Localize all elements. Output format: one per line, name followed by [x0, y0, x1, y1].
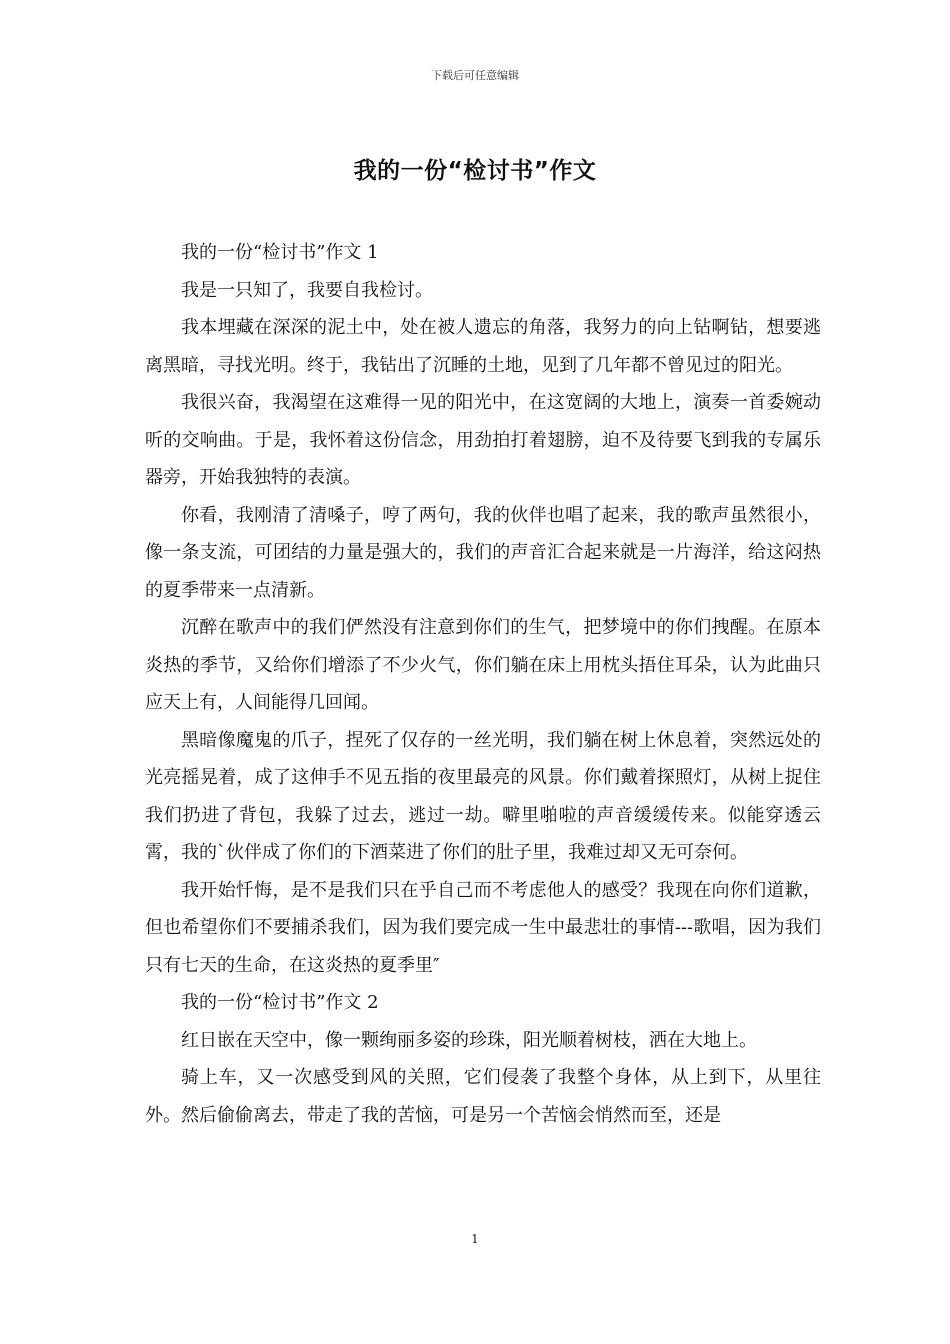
paragraph-section-heading-2: 我的一份“检讨书”作文 2 — [181, 992, 379, 1013]
paragraph: 我是一只知了，我要自我检讨。 — [181, 279, 433, 301]
page-header-note: 下载后可任意编辑 — [431, 69, 519, 82]
page-number: 1 — [471, 1232, 479, 1246]
paragraph: 沉醉在歌声中的我们俨然没有注意到你们的生气，把梦境中的你们拽醒。在原本炎热的季节，又给你们增添了不少火气，你们躺在床上用枕头捂住耳朵，认为此曲只应天上有，人间能得几回闻。 — [145, 617, 821, 713]
paragraph: 骑上车，又一次感受到风的关照，它们侵袭了我整个身体，从上到下，从里往外。然后偷偷离去，带走了我的苦恼，可是另一个苦恼会悄然而至，还是 — [145, 1067, 821, 1126]
paragraph: 我很兴奋，我渴望在这难得一见的阳光中，在这宽阔的大地上，演奏一首委婉动听的交响曲。于是，我怀着这份信念，用劲拍打着翅膀，迫不及待要飞到我的专属乐器旁，开始我独特的表演。 — [145, 392, 821, 488]
paragraph: 我本埋藏在深深的泥土中，处在被人遗忘的角落，我努力的向上钻啊钻，想要逃离黑暗，寻找光明。终于，我钻出了沉睡的土地，见到了几年都不曾见过的阳光。 — [145, 317, 821, 376]
paragraph-section-heading-1: 我的一份“检讨书”作文 1 — [181, 242, 379, 263]
paragraph: 黑暗像魔鬼的爪子，捏死了仅存的一丝光明，我们躺在树上休息着，突然远处的光亮摇晃着，成了这伸手不见五指的夜里最亮的风景。你们戴着探照灯，从树上捉住我们扔进了背包，我躲了过去，逃过一劫。噼里啪啦的声音缓缓传来。似能穿透云霄，我的`伙伴成了你们的下酒菜进了你们的肚子里，我难过却又无可奈何。 — [145, 729, 821, 863]
paragraph: 你看，我刚清了清嗓子，哼了两句，我的伙伴也唱了起来，我的歌声虽然很小，像一条支流，可团结的力量是强大的，我们的声音汇合起来就是一片海洋，给这闷热的夏季带来一点清新。 — [145, 504, 821, 601]
document-body — [145, 234, 821, 1134]
document-title: 我的一份“检讨书”作文 — [353, 158, 597, 184]
paragraph: 我开始忏悔，是不是我们只在乎自己而不考虑他人的感受？我现在向你们道歉，但也希望你们不要捕杀我们，因为我们要完成一生中最悲壮的事情---歌唱，因为我们只有七天的生命，在这炎热的夏季里″ — [145, 879, 821, 976]
paragraph: 红日嵌在天空中，像一颗绚丽多姿的珍珠，阳光顺着树枝，洒在大地上。 — [181, 1029, 757, 1051]
